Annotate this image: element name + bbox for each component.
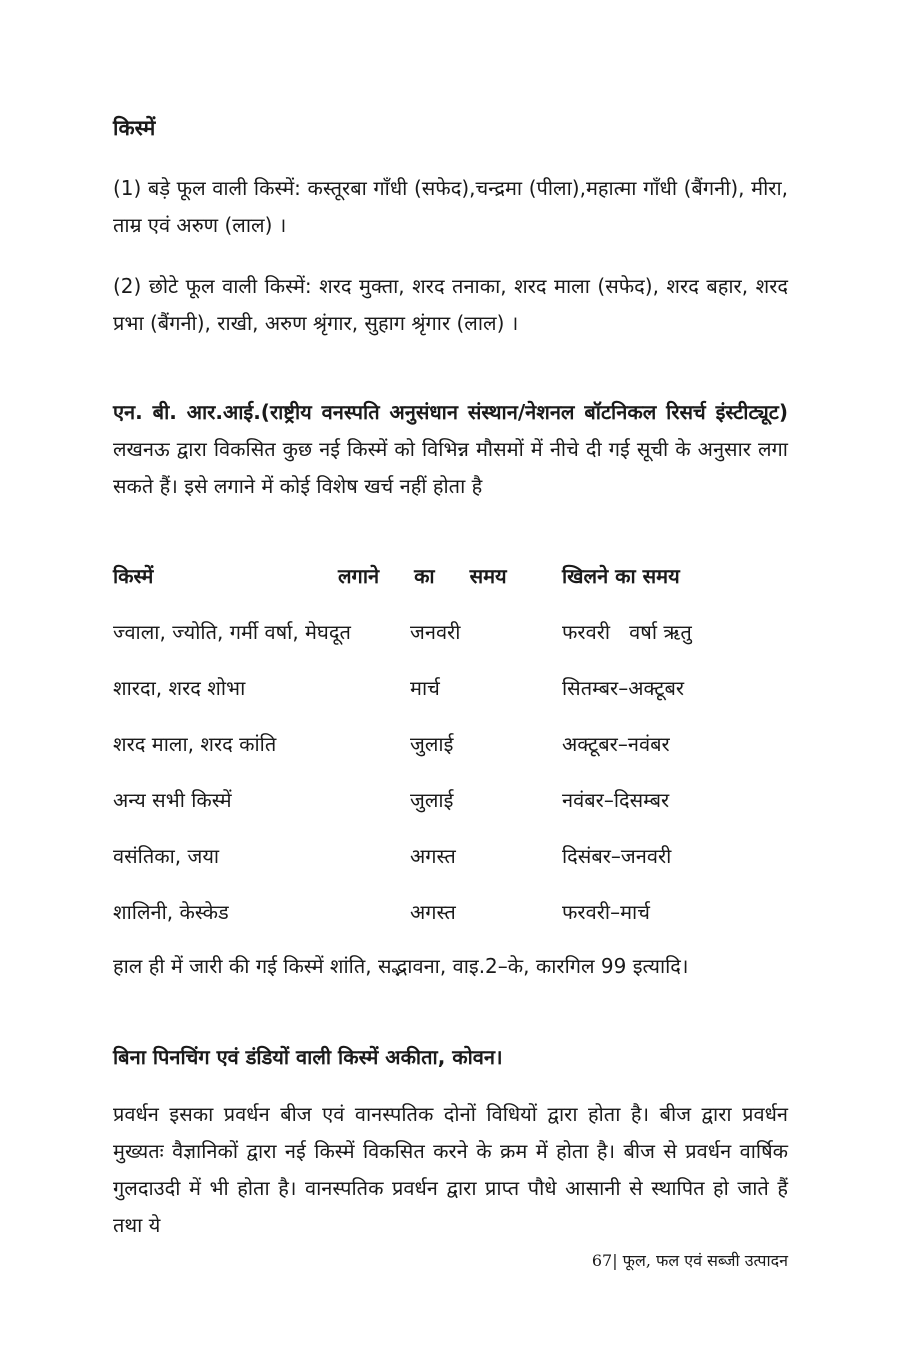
- nbri-body-text: लखनऊ द्वारा विकसित कुछ नई किस्में को विभिन्न मौसमों में नीचे दी गई सूची के अनुसार लगा सकते हैं। इसे लगाने में कोई विशेष खर्च नहीं होता है: [113, 437, 788, 498]
- table-row: [113, 668, 788, 708]
- table-header-row: [113, 556, 788, 596]
- nbri-bold-text: एन. बी. आर.आई.(राष्ट्रीय वनस्पति अनुसंधान संस्थान/नेशनल बॉटनिकल रिसर्च इंस्टीट्यूट): [113, 400, 788, 424]
- cell-planting-time: मार्च: [410, 676, 440, 700]
- cell-planting-time: जनवरी: [410, 620, 461, 644]
- table-row: [113, 892, 788, 932]
- cell-blooming-time: दिसंबर–जनवरी: [562, 844, 672, 868]
- cell-blooming-time: अक्टूबर–नवंबर: [562, 732, 670, 756]
- cell-blooming-time: फरवरी–मार्च: [562, 900, 650, 924]
- cell-variety: शरद माला, शरद कांति: [113, 732, 277, 756]
- table-row: [113, 780, 788, 820]
- paragraph-small-flower-varieties: (2) छोटे फूल वाली किस्में: शरद मुक्ता, शरद तनाका, शरद माला (सफेद), शरद बहार, शरद प्रभा (बैंगनी), राखी, अरुण श्रृंगार, सुहाग श्रृंगार (लाल) ।: [113, 274, 788, 335]
- page-footer: 67| फूल, फल एवं सब्जी उत्पादन: [591, 1251, 788, 1270]
- cell-planting-time: अगस्त: [410, 900, 456, 924]
- header-varieties: किस्में: [113, 564, 154, 588]
- document-page: [113, 0, 788, 1350]
- table-row: [113, 724, 788, 764]
- header-planting-time: लगाने का समय: [338, 564, 507, 588]
- table-row: [113, 612, 788, 652]
- paragraph-recent-varieties: हाल ही में जारी की गई किस्में शांति, सद्भावना, वाइ.2–के, कारगिल 99 इत्यादि।: [113, 954, 689, 978]
- paragraph-nbri-varieties: [113, 394, 788, 505]
- cell-blooming-time: सितम्बर–अक्टूबर: [562, 676, 685, 700]
- section-heading-no-pinching: बिना पिनचिंग एवं डंडियों वाली किस्में अकीता, कोवन।: [113, 1045, 503, 1069]
- cell-blooming-time: फरवरी वर्षा ऋतु: [562, 620, 692, 644]
- cell-variety: शालिनी, केस्केड: [113, 900, 229, 924]
- cell-planting-time: जुलाई: [410, 732, 454, 756]
- cell-variety: शारदा, शरद शोभा: [113, 676, 246, 700]
- paragraph-propagation: प्रवर्धन इसका प्रवर्धन बीज एवं वानस्पतिक दोनों विधियों द्वारा होता है। बीज द्वारा प्रवर्धन मुख्यतः वैज्ञानिकों द्वारा नई किस्में विकसित करने के क्रम में होता है। बीज से प्रवर्धन वार्षिक गुलदाउदी में भी होता है। वानस्पतिक प्रवर्धन द्वारा प्राप्त पौधे आसानी से स्थापित हो जाते हैं तथा ये: [113, 1102, 788, 1237]
- section-heading-varieties: किस्में: [113, 116, 156, 140]
- cell-blooming-time: नवंबर–दिसम्बर: [562, 788, 670, 812]
- cell-planting-time: अगस्त: [410, 844, 456, 868]
- header-blooming-time: खिलने का समय: [562, 564, 680, 588]
- cell-variety: वसंतिका, जया: [113, 844, 220, 868]
- paragraph-large-flower-varieties: (1) बड़े फूल वाली किस्में: कस्तूरबा गाँधी (सफेद),चन्द्रमा (पीला),महात्मा गाँधी (बैंगनी), मीरा, ताम्र एवं अरुण (लाल) ।: [113, 176, 788, 237]
- table-row: [113, 836, 788, 876]
- cell-variety: अन्य सभी किस्में: [113, 788, 232, 812]
- cell-planting-time: जुलाई: [410, 788, 454, 812]
- cell-variety: ज्वाला, ज्योति, गर्मी वर्षा, मेघदूत: [113, 620, 351, 644]
